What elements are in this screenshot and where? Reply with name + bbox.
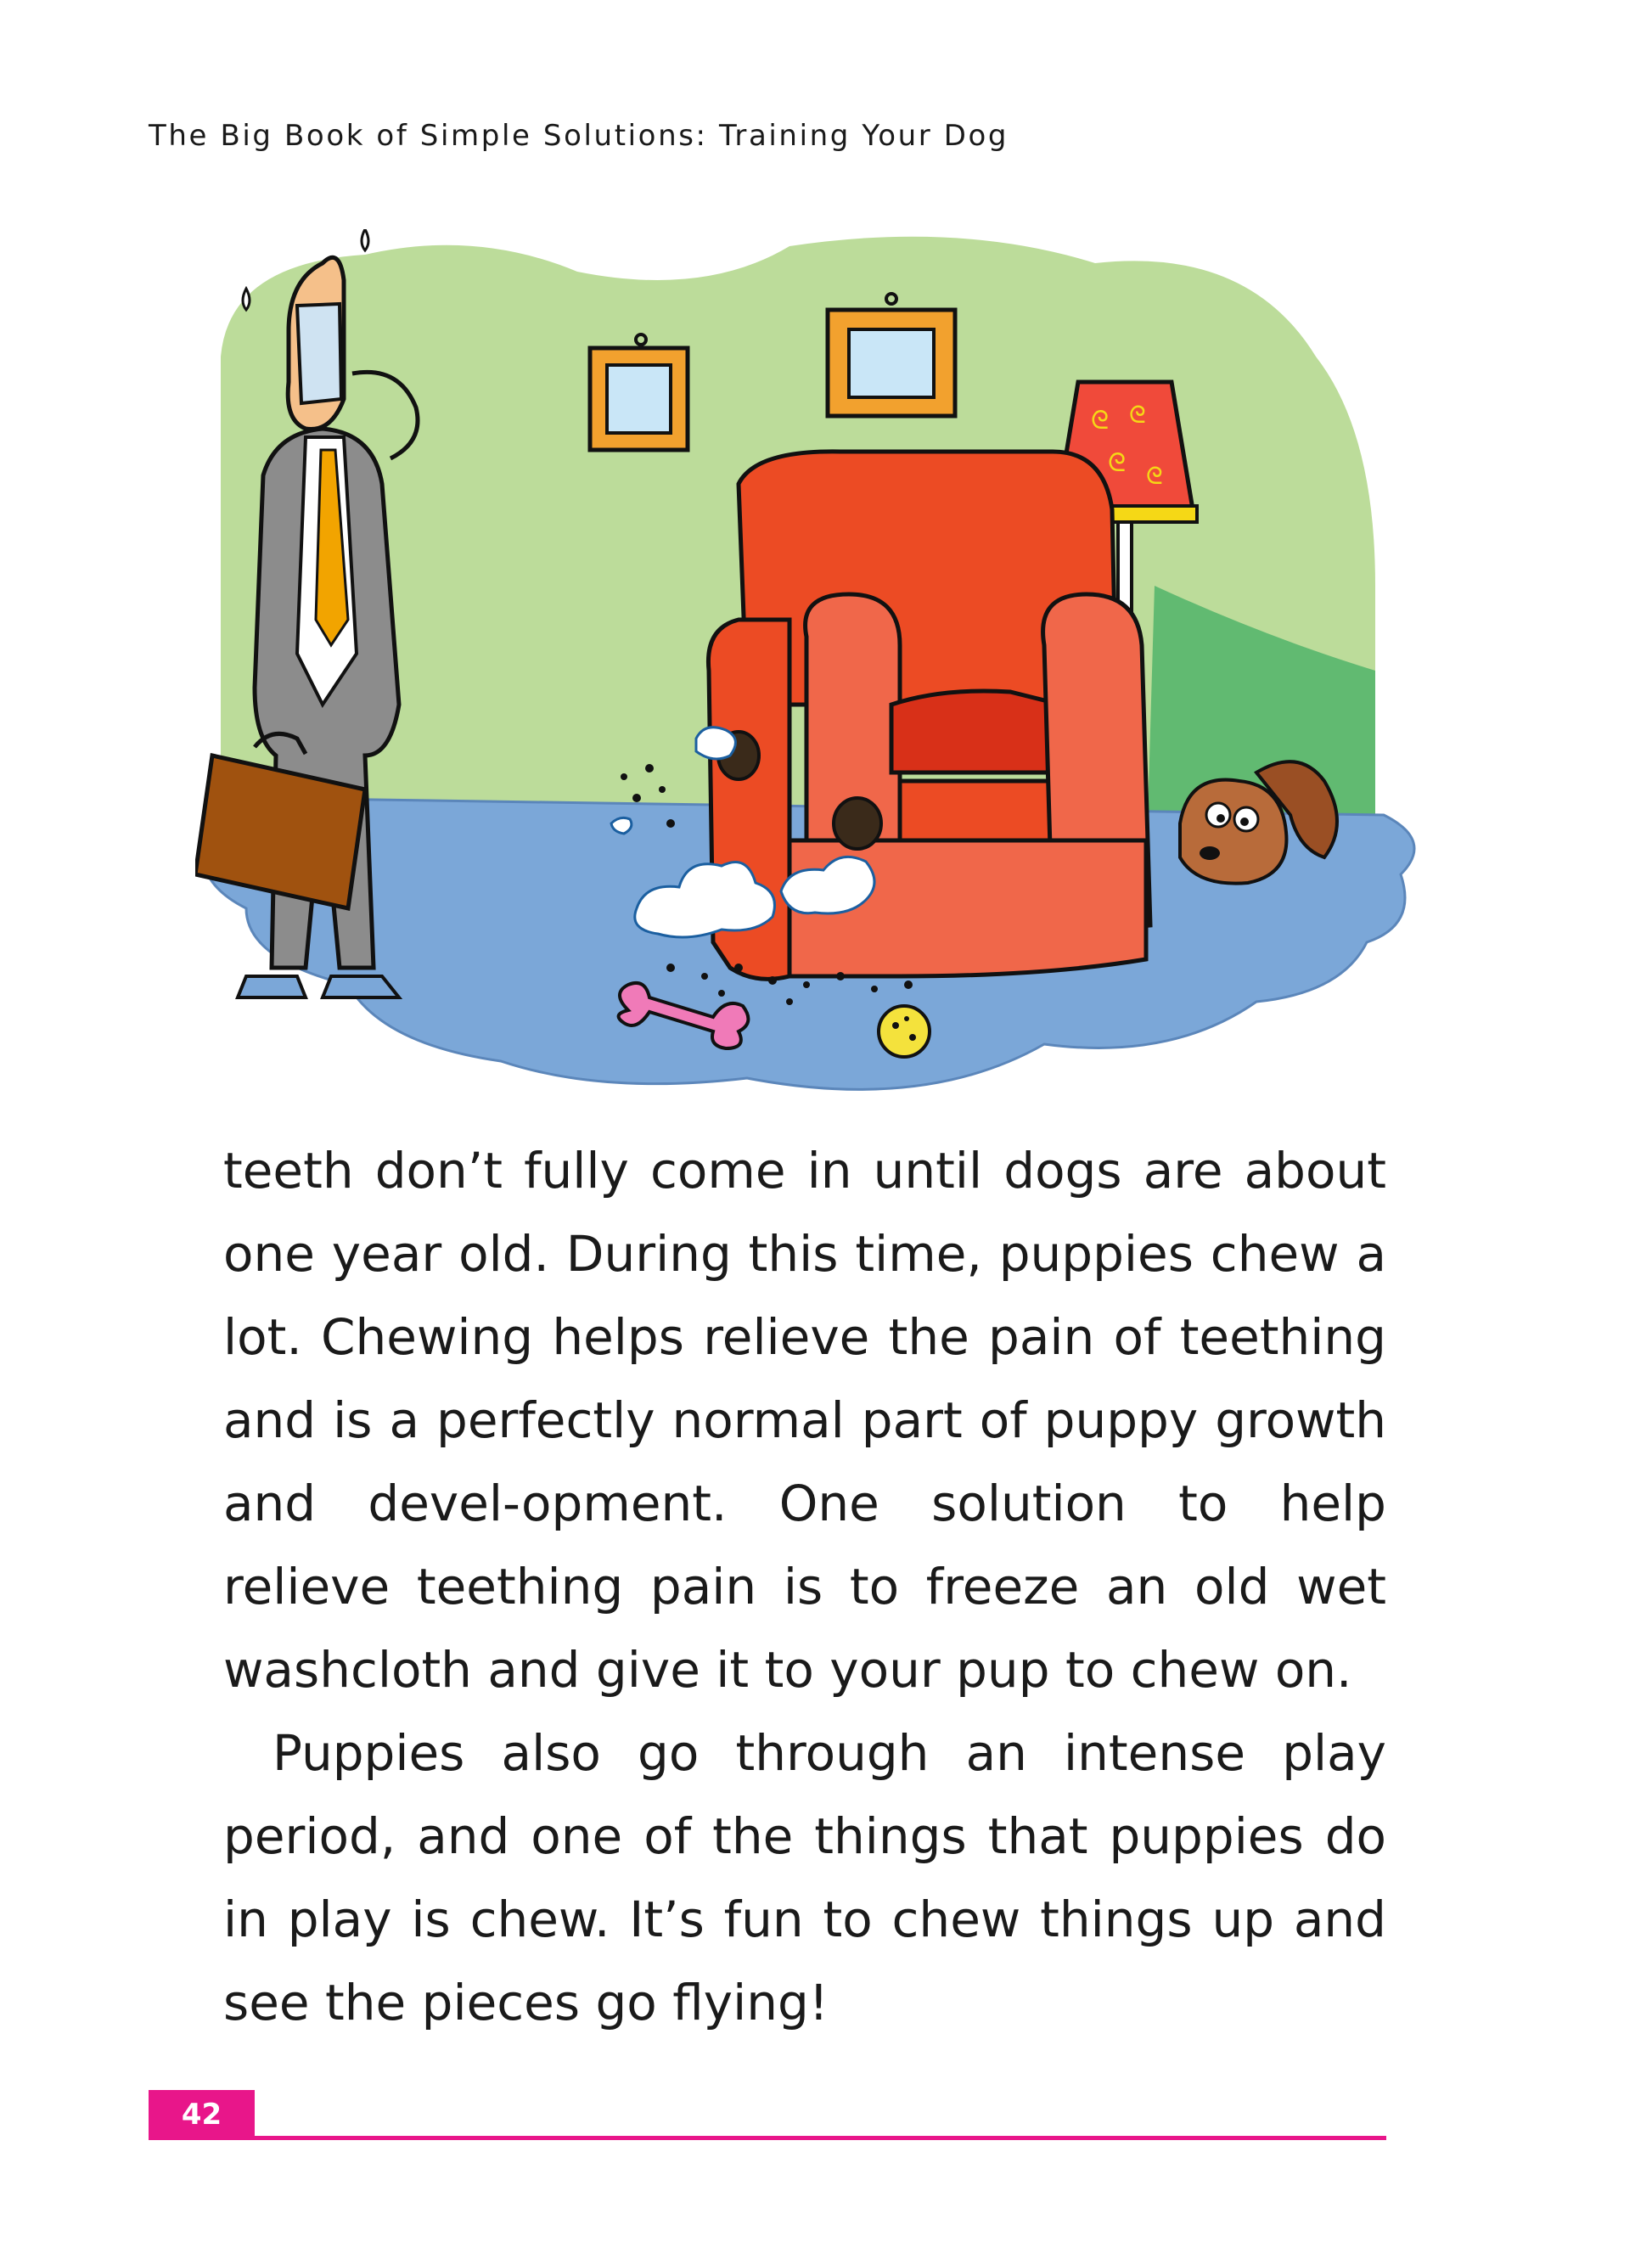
picture-frame-large [828, 294, 955, 416]
spiky-ball-toy [879, 1006, 930, 1057]
svg-text:ᘓ: ᘓ [1129, 401, 1146, 429]
paragraph-1: teeth don’t fully come in until dogs are about one year old. During this time, puppies chew a lot. Chewing helps relieve the pain of teething and is a perfectly normal part of puppy growth and devel-opment. One solution to help relieve teething pain is to freeze an old wet washcloth and give it to your pup to chew on. [223, 1142, 1386, 1699]
running-head-title: The Big Book of Simple Solutions: Training Your Dog [149, 119, 1009, 153]
svg-text:ᘓ: ᘓ [1108, 448, 1127, 478]
page-number: 42 [149, 2090, 255, 2139]
svg-text:ᘓ: ᘓ [1146, 462, 1163, 490]
picture-frame-small [590, 334, 688, 450]
paragraph-2: Puppies also go through an intense play period, and one of the things that puppies do in play is chew. It’s fun to chew things up and see the pieces go flying! [223, 1724, 1386, 2031]
footer-rule [149, 2136, 1386, 2140]
svg-text:ᘓ: ᘓ [1091, 406, 1110, 435]
body-text [223, 1129, 1386, 2044]
cartoon-illustration [195, 229, 1418, 1121]
